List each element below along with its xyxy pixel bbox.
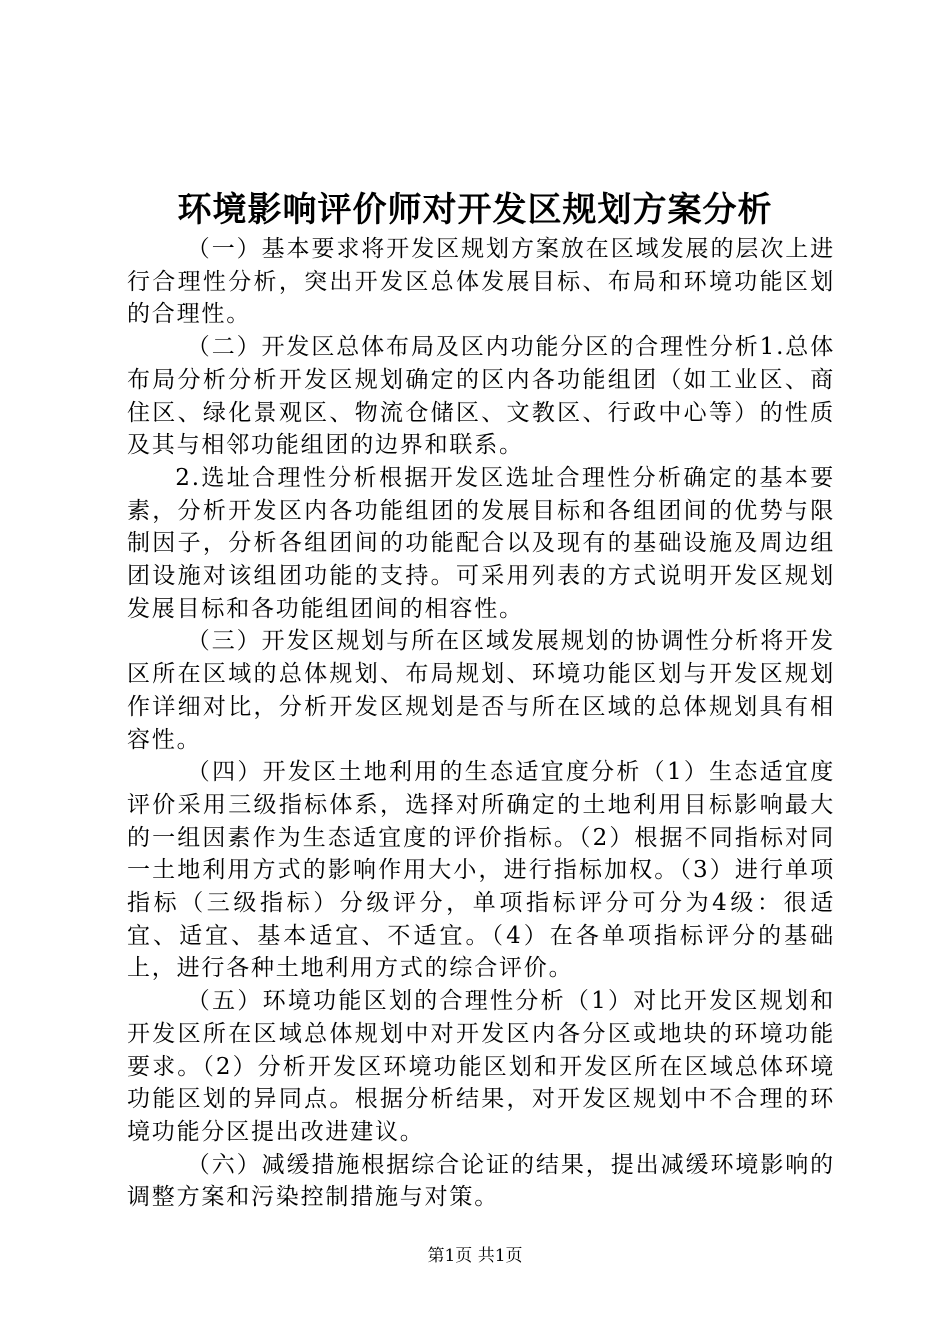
document-body xyxy=(127,233,835,1214)
page-number-footer: 第1页 共1页 xyxy=(427,1246,523,1266)
paragraph-overall-layout: （二）开发区总体布局及区内功能分区的合理性分析1.总体布局分析分析开发区规划确定的区内各功能组团（如工业区、商住区、绿化景观区、物流仓储区、文教区、行政中心等）的性质及其与相邻功能组团的边界和联系。 xyxy=(127,334,835,459)
paragraph-site-selection: 2.选址合理性分析根据开发区选址合理性分析确定的基本要素，分析开发区内各功能组团的发展目标和各组团间的优势与限制因子，分析各组团间的功能配合以及现有的基础设施及周边组团设施对该组团功能的支持。可采用列表的方式说明开发区规划发展目标和各功能组团间的相容性。 xyxy=(127,464,835,622)
document-title: 环境影响评价师对开发区规划方案分析 xyxy=(177,190,773,230)
paragraph-basic-requirements: （一）基本要求将开发区规划方案放在区域发展的层次上进行合理性分析，突出开发区总体发展目标、布局和环境功能区划的合理性。 xyxy=(127,236,835,328)
paragraph-environmental-zoning: （五）环境功能区划的合理性分析（1）对比开发区规划和开发区所在区域总体规划中对开发区内各分区或地块的环境功能要求。（2）分析开发区环境功能区划和开发区所在区域总体环境功能区划的异同点。根据分析结果，对开发区规划中不合理的环境功能分区提出改进建议。 xyxy=(127,988,835,1145)
paragraph-regional-coordination: （三）开发区规划与所在区域发展规划的协调性分析将开发区所在区域的总体规划、布局规划、环境功能区划与开发区规划作详细对比，分析开发区规划是否与所在区域的总体规划具有相容性。 xyxy=(127,628,835,753)
paragraph-land-suitability: （四）开发区土地利用的生态适宜度分析（1）生态适宜度评价采用三级指标体系，选择对所确定的土地利用目标影响最大的一组因素作为生态适宜度的评价指标。（2）根据不同指标对同一土地利用方式的影响作用大小，进行指标加权。（3）进行单项指标（三级指标）分级评分，单项指标评分可分为4级：很适宜、适宜、基本适宜、不适宜。（4）在各单项指标评分的基础上，进行各种土地利用方式的综合评价。 xyxy=(127,759,835,982)
paragraph-mitigation-measures: （六）减缓措施根据综合论证的结果，提出减缓环境影响的调整方案和污染控制措施与对策。 xyxy=(127,1151,835,1211)
